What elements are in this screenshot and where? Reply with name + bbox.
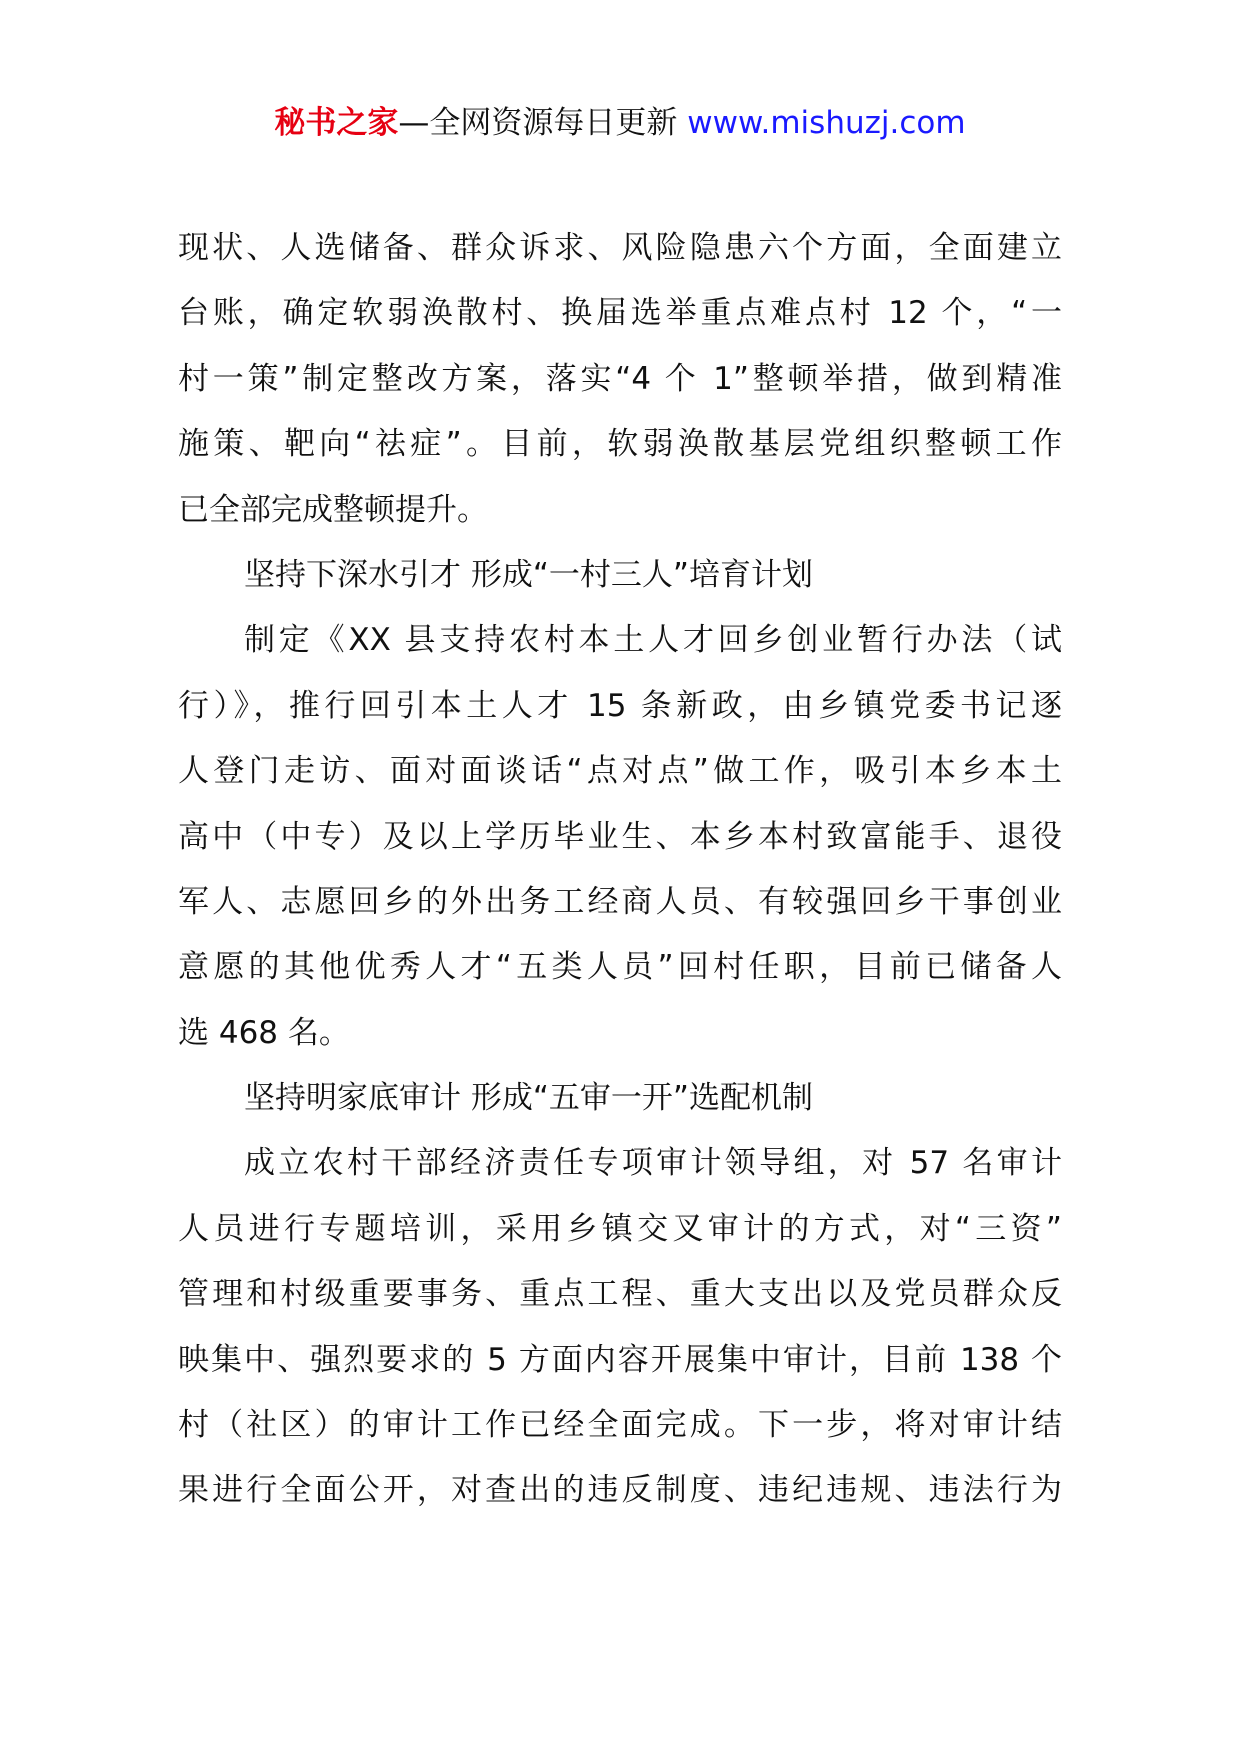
text-line: 高中（中专）及以上学历毕业生、本乡本村致富能手、退役 (178, 818, 1062, 855)
text-line: 成立农村干部经济责任专项审计领导组，对 57 名审计 (244, 1145, 1062, 1182)
text-line: 村（社区）的审计工作已经全面完成。下一步，将对审计结 (178, 1407, 1062, 1444)
text-line: 现状、人选储备、群众诉求、风险隐患六个方面，全面建立 (178, 230, 1062, 266)
text-line: 制定《XX 县支持农村本土人才回乡创业暂行办法（试 (244, 622, 1062, 659)
text-line: 村一策”制定整改方案，落实“4 个 1”整顿举措，做到精准 (178, 360, 1062, 397)
site-header (0, 100, 1240, 146)
section-heading: 坚持下深水引才 形成“一村三人”培育计划 (244, 556, 813, 593)
site-url-link[interactable]: www.mishuzj.com (687, 105, 966, 141)
text-line: 映集中、强烈要求的 5 方面内容开展集中审计，目前 138 个 (178, 1341, 1062, 1378)
text-line: 管理和村级重要事务、重点工程、重大支出以及党员群众反 (178, 1276, 1062, 1313)
text-line: 军人、志愿回乡的外出务工经商人员、有较强回乡干事创业 (178, 883, 1062, 920)
text-line: 选 468 名。 (178, 1014, 350, 1051)
text-line: 施策、靶向“祛症”。目前，软弱涣散基层党组织整顿工作 (178, 426, 1062, 463)
text-line: 人登门走访、面对面谈话“点对点”做工作，吸引本乡本土 (178, 753, 1062, 790)
site-brand: 秘书之家 (274, 105, 399, 141)
section-heading: 坚持明家底审计 形成“五审一开”选配机制 (244, 1080, 813, 1117)
text-line: 台账，确定软弱涣散村、换届选举重点难点村 12 个，“一 (178, 295, 1062, 332)
text-line: 意愿的其他优秀人才“五类人员”回村任职，目前已储备人 (178, 949, 1062, 986)
site-tagline: —全网资源每日更新 (398, 105, 688, 141)
document-body (178, 216, 1062, 1524)
text-line: 行）》，推行回引本土人才 15 条新政，由乡镇党委书记逐 (178, 687, 1062, 724)
text-line: 人员进行专题培训，采用乡镇交叉审计的方式，对“三资” (178, 1210, 1062, 1247)
text-line: 果进行全面公开，对查出的违反制度、违纪违规、违法行为 (178, 1472, 1062, 1509)
text-line: 已全部完成整顿提升。 (178, 491, 488, 528)
